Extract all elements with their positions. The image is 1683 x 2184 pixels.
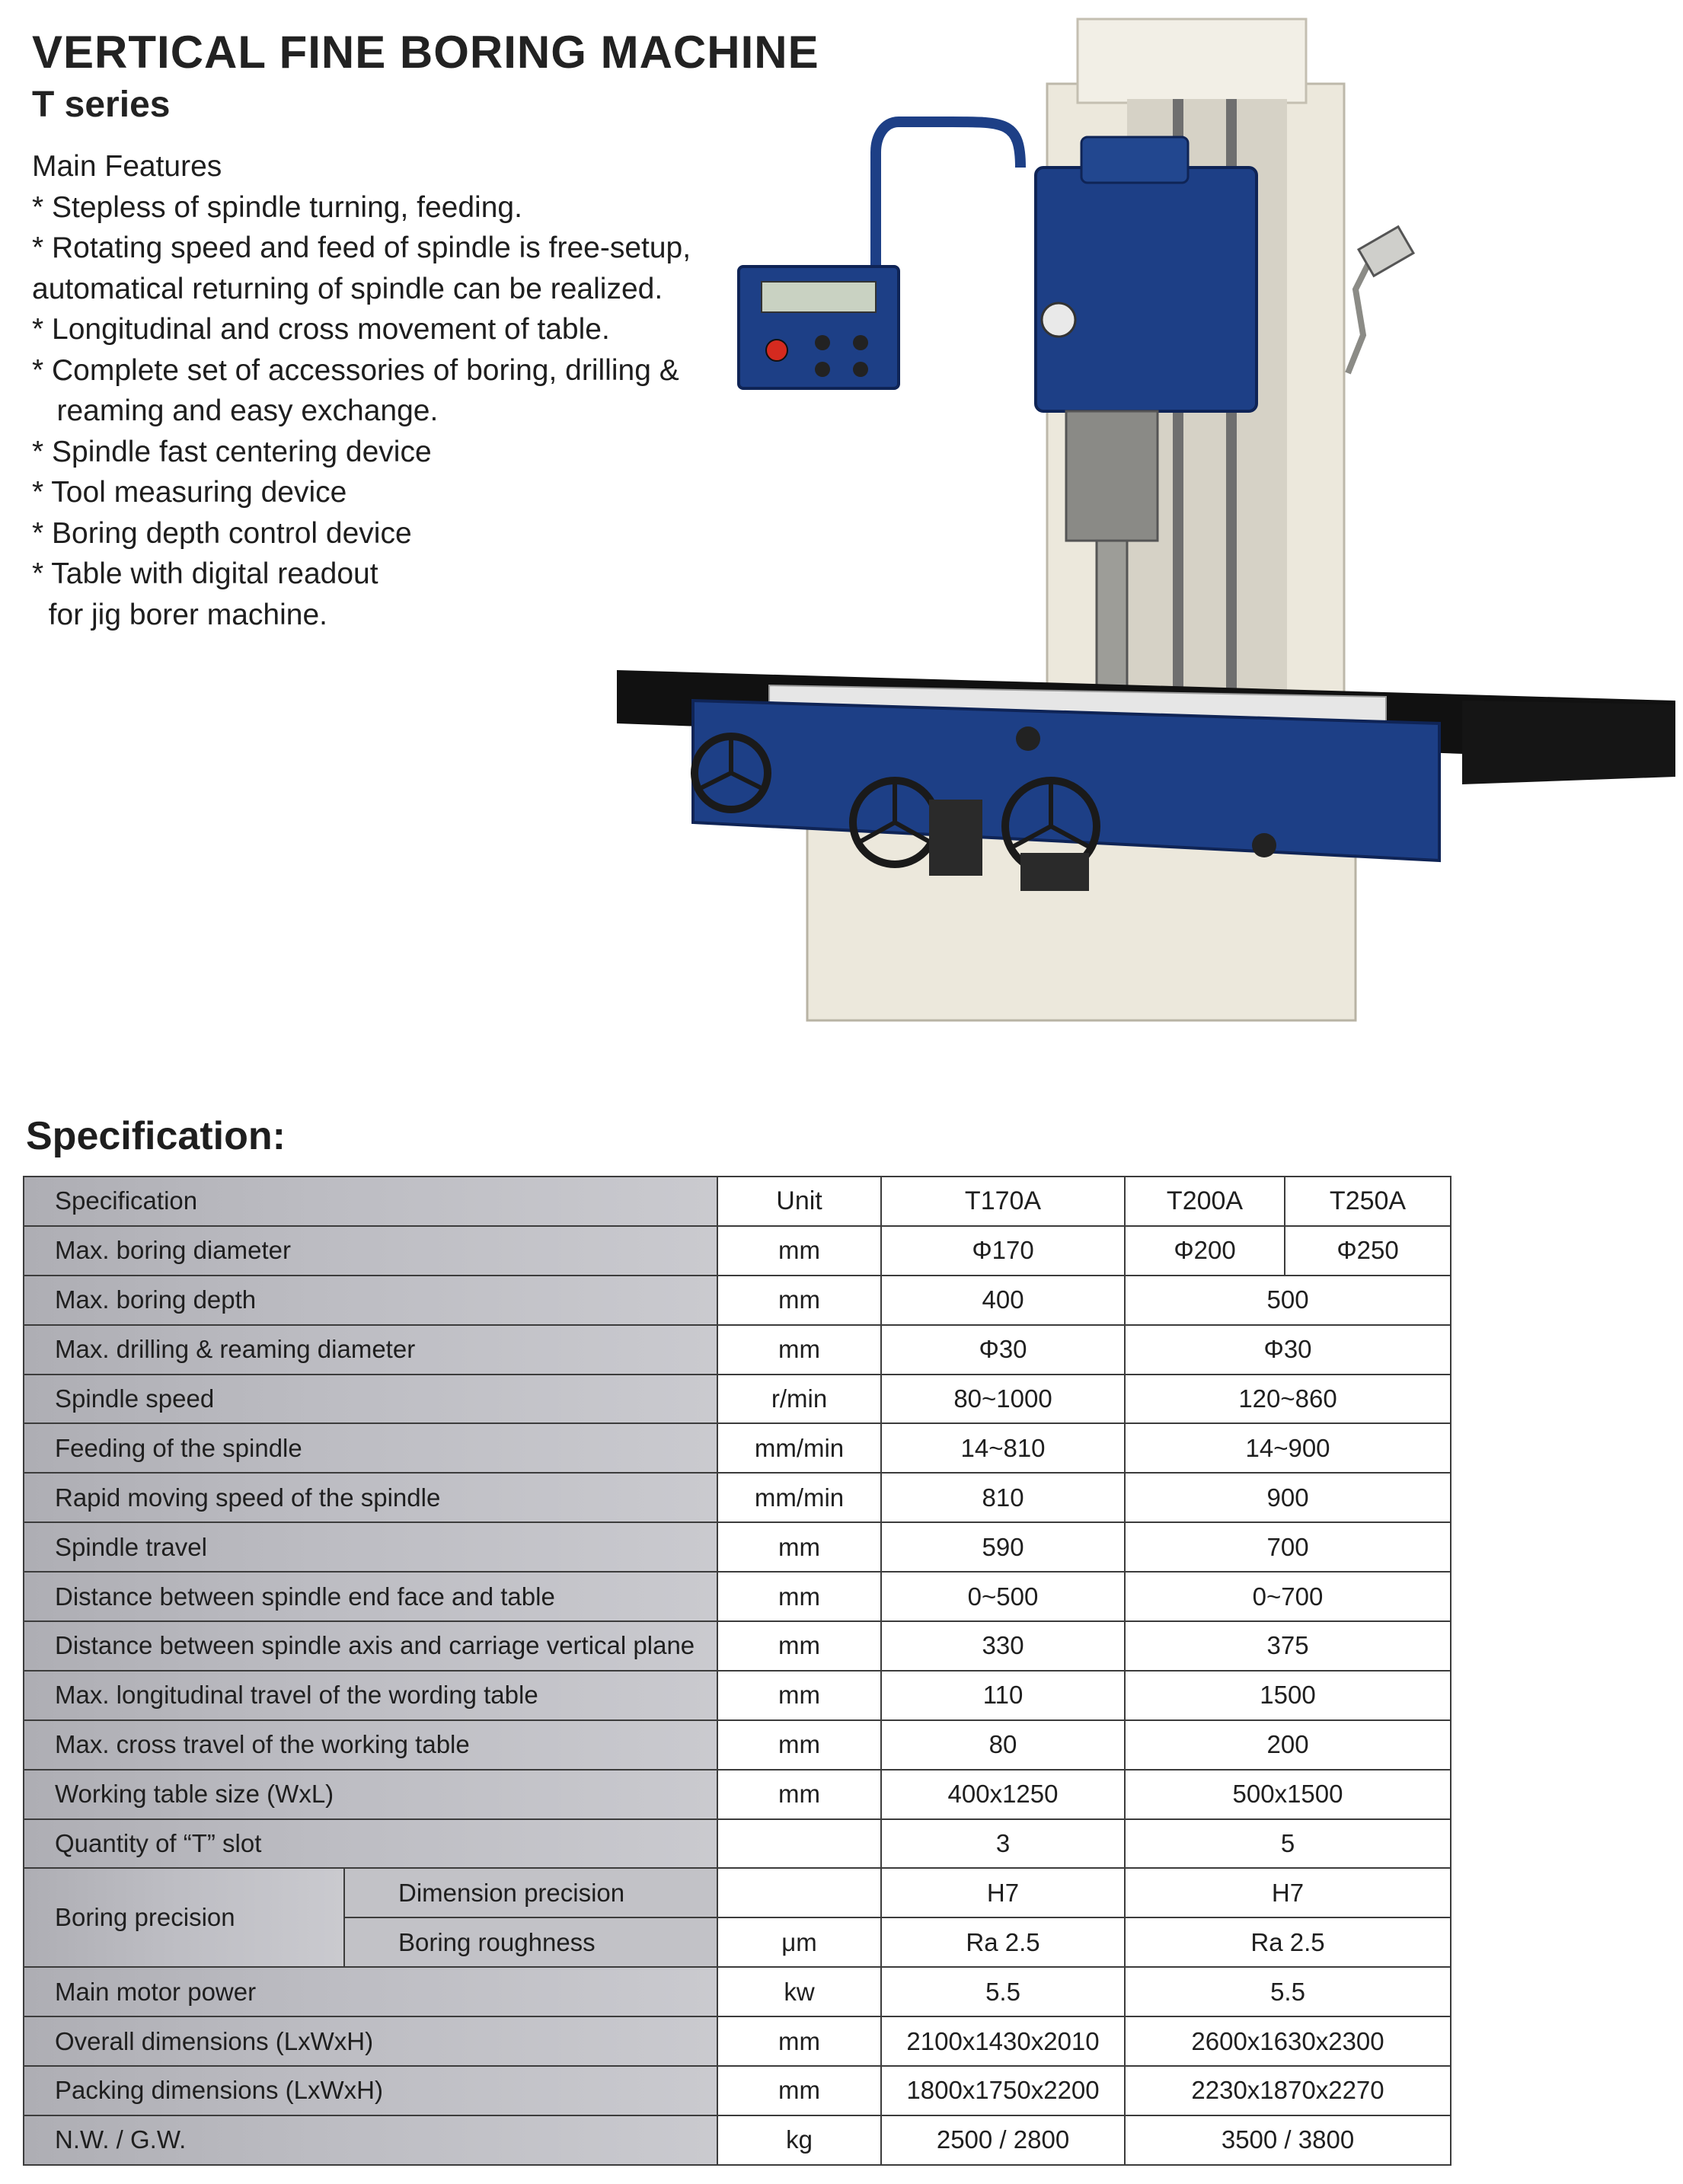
unit-cell: mm xyxy=(717,1671,881,1720)
row-label: Max. cross travel of the working table xyxy=(24,1720,717,1770)
row-label: Feeding of the spindle xyxy=(24,1423,717,1473)
unit-cell: kg xyxy=(717,2115,881,2165)
value-cell-t200a-t250a: 2230x1870x2270 xyxy=(1125,2066,1451,2115)
unit-cell: mm xyxy=(717,1522,881,1572)
unit-cell: r/min xyxy=(717,1375,881,1424)
value-cell-t200a-t250a: Φ30 xyxy=(1125,1325,1451,1375)
knob-icon xyxy=(853,335,868,350)
table-row xyxy=(24,1621,1451,1671)
table-row xyxy=(24,1423,1451,1473)
panel-display xyxy=(762,282,876,312)
table-row xyxy=(24,2016,1451,2066)
value-cell-t200a-t250a: 375 xyxy=(1125,1621,1451,1671)
feature-item: reaming and easy exchange. xyxy=(32,394,439,427)
row-label: Max. boring depth xyxy=(24,1276,717,1325)
table-row xyxy=(24,1276,1451,1325)
lever-knob-icon xyxy=(1016,726,1040,751)
row-sublabel: Boring roughness xyxy=(344,1917,717,1967)
feature-item: for jig borer machine. xyxy=(32,598,328,631)
unit-cell: mm xyxy=(717,1770,881,1819)
feature-item: * Tool measuring device xyxy=(32,476,347,509)
row-label: Overall dimensions (LxWxH) xyxy=(24,2016,717,2066)
value-cell-t170a: Ra 2.5 xyxy=(881,1917,1125,1967)
feature-item: * Rotating speed and feed of spindle is free-setup, xyxy=(32,231,691,264)
table-row xyxy=(24,1226,1451,1276)
value-cell-t170a: 3 xyxy=(881,1819,1125,1869)
row-label: Max. boring diameter xyxy=(24,1226,717,1276)
value-cell-t200a-t250a: 200 xyxy=(1125,1720,1451,1770)
value-cell-t170a: 80~1000 xyxy=(881,1375,1125,1424)
value-cell-t200a: Φ200 xyxy=(1125,1226,1285,1276)
value-cell-t200a-t250a: 0~700 xyxy=(1125,1572,1451,1621)
unit-cell: mm/min xyxy=(717,1473,881,1522)
value-cell-t200a-t250a: 700 xyxy=(1125,1522,1451,1572)
unit-cell: mm xyxy=(717,1226,881,1276)
value-cell-t170a: 1800x1750x2200 xyxy=(881,2066,1125,2115)
value-cell-t200a-t250a: 5.5 xyxy=(1125,1967,1451,2016)
row-label: Boring precision xyxy=(24,1868,344,1967)
row-label: Distance between spindle end face and table xyxy=(24,1572,717,1621)
table-header-row xyxy=(24,1177,1451,1226)
value-cell-t170a: 810 xyxy=(881,1473,1125,1522)
value-cell-t250a: Φ250 xyxy=(1285,1226,1451,1276)
unit-cell: kw xyxy=(717,1967,881,2016)
value-cell-t170a: 400 xyxy=(881,1276,1125,1325)
specification-table xyxy=(23,1176,1451,2166)
unit-cell: mm/min xyxy=(717,1423,881,1473)
unit-cell: mm xyxy=(717,1621,881,1671)
emergency-stop-icon xyxy=(766,340,787,361)
feature-item: * Longitudinal and cross movement of table. xyxy=(32,313,610,346)
feature-item: * Complete set of accessories of boring, drilling & xyxy=(32,353,679,387)
row-label: N.W. / G.W. xyxy=(24,2115,717,2165)
row-label: Packing dimensions (LxWxH) xyxy=(24,2066,717,2115)
unit-cell: mm xyxy=(717,1572,881,1621)
table-row xyxy=(24,1473,1451,1522)
unit-cell: mm xyxy=(717,1276,881,1325)
header-cell-unit: Unit xyxy=(717,1177,881,1226)
feed-box xyxy=(929,800,982,876)
series-subtitle: T series xyxy=(32,85,171,125)
row-sublabel: Dimension precision xyxy=(344,1868,717,1917)
unit-cell: mm xyxy=(717,2066,881,2115)
value-cell-t170a: 330 xyxy=(881,1621,1125,1671)
table-row xyxy=(24,1671,1451,1720)
features-heading: Main Features xyxy=(32,150,222,183)
value-cell-t200a-t250a: 5 xyxy=(1125,1819,1451,1869)
feature-item: * Boring depth control device xyxy=(32,516,412,550)
lever-knob-icon xyxy=(1252,833,1276,857)
unit-cell: mm xyxy=(717,1720,881,1770)
feature-item: * Table with digital readout xyxy=(32,557,378,590)
header-cell-t200a: T200A xyxy=(1125,1177,1285,1226)
panel-arm xyxy=(876,122,1020,274)
value-cell-t170a: 5.5 xyxy=(881,1967,1125,2016)
value-cell-t170a: 14~810 xyxy=(881,1423,1125,1473)
row-label: Spindle speed xyxy=(24,1375,717,1424)
spindle-head xyxy=(1036,168,1257,411)
spindle-bar xyxy=(1097,541,1127,693)
row-label: Quantity of “T” slot xyxy=(24,1819,717,1869)
row-label: Rapid moving speed of the spindle xyxy=(24,1473,717,1522)
knob-icon xyxy=(815,335,830,350)
value-cell-t170a: 400x1250 xyxy=(881,1770,1125,1819)
table-row xyxy=(24,1770,1451,1819)
gauge-icon xyxy=(1042,303,1075,337)
table-row xyxy=(24,1819,1451,1869)
value-cell-t200a-t250a: 2600x1630x2300 xyxy=(1125,2016,1451,2066)
header-cell-specification: Specification xyxy=(24,1177,717,1226)
feature-item: * Spindle fast centering device xyxy=(32,435,432,468)
row-label: Main motor power xyxy=(24,1967,717,2016)
knob-icon xyxy=(853,362,868,377)
feature-item: automatical returning of spindle can be realized. xyxy=(32,272,663,305)
feature-item: * Stepless of spindle turning, feeding. xyxy=(32,190,522,224)
unit-cell xyxy=(717,1819,881,1869)
value-cell-t200a-t250a: 1500 xyxy=(1125,1671,1451,1720)
table-extension xyxy=(1462,701,1675,784)
row-label: Max. drilling & reaming diameter xyxy=(24,1325,717,1375)
feed-box xyxy=(1020,853,1089,891)
page-title: VERTICAL FINE BORING MACHINE xyxy=(32,27,819,78)
value-cell-t200a-t250a: H7 xyxy=(1125,1868,1451,1917)
value-cell-t200a-t250a: 3500 / 3800 xyxy=(1125,2115,1451,2165)
value-cell-t170a: 80 xyxy=(881,1720,1125,1770)
value-cell-t200a-t250a: 900 xyxy=(1125,1473,1451,1522)
boring-machine-image xyxy=(594,15,1683,1036)
value-cell-t170a: 2100x1430x2010 xyxy=(881,2016,1125,2066)
row-label: Distance between spindle axis and carriage vertical plane xyxy=(24,1621,717,1671)
row-label: Max. longitudinal travel of the wording table xyxy=(24,1671,717,1720)
value-cell-t170a: Φ30 xyxy=(881,1325,1125,1375)
spindle-motor xyxy=(1081,137,1188,183)
row-label: Spindle travel xyxy=(24,1522,717,1572)
value-cell-t200a-t250a: 120~860 xyxy=(1125,1375,1451,1424)
table-row xyxy=(24,1967,1451,2016)
value-cell-t170a: 0~500 xyxy=(881,1572,1125,1621)
table-row xyxy=(24,2066,1451,2115)
unit-cell xyxy=(717,1868,881,1917)
value-cell-t200a-t250a: 14~900 xyxy=(1125,1423,1451,1473)
lamp-arm xyxy=(1348,259,1371,373)
unit-cell: mm xyxy=(717,1325,881,1375)
header-cell-t170a: T170A xyxy=(881,1177,1125,1226)
value-cell-t170a: 110 xyxy=(881,1671,1125,1720)
specification-heading: Specification: xyxy=(26,1114,286,1158)
value-cell-t170a: H7 xyxy=(881,1868,1125,1917)
table-row xyxy=(24,1325,1451,1375)
unit-cell: μm xyxy=(717,1917,881,1967)
table-row xyxy=(24,1522,1451,1572)
value-cell-t170a: Φ170 xyxy=(881,1226,1125,1276)
value-cell-t200a-t250a: 500x1500 xyxy=(1125,1770,1451,1819)
row-label: Working table size (WxL) xyxy=(24,1770,717,1819)
spindle-sleeve xyxy=(1066,411,1158,541)
value-cell-t170a: 590 xyxy=(881,1522,1125,1572)
column-top-cap xyxy=(1078,19,1306,103)
unit-cell: mm xyxy=(717,2016,881,2066)
value-cell-t170a: 2500 / 2800 xyxy=(881,2115,1125,2165)
value-cell-t200a-t250a: Ra 2.5 xyxy=(1125,1917,1451,1967)
value-cell-t200a-t250a: 500 xyxy=(1125,1276,1451,1325)
table-row xyxy=(24,1375,1451,1424)
table-row xyxy=(24,2115,1451,2165)
table-row xyxy=(24,1720,1451,1770)
table-row xyxy=(24,1572,1451,1621)
knob-icon xyxy=(815,362,830,377)
header-cell-t250a: T250A xyxy=(1285,1177,1451,1226)
table-row xyxy=(24,1868,1451,1917)
